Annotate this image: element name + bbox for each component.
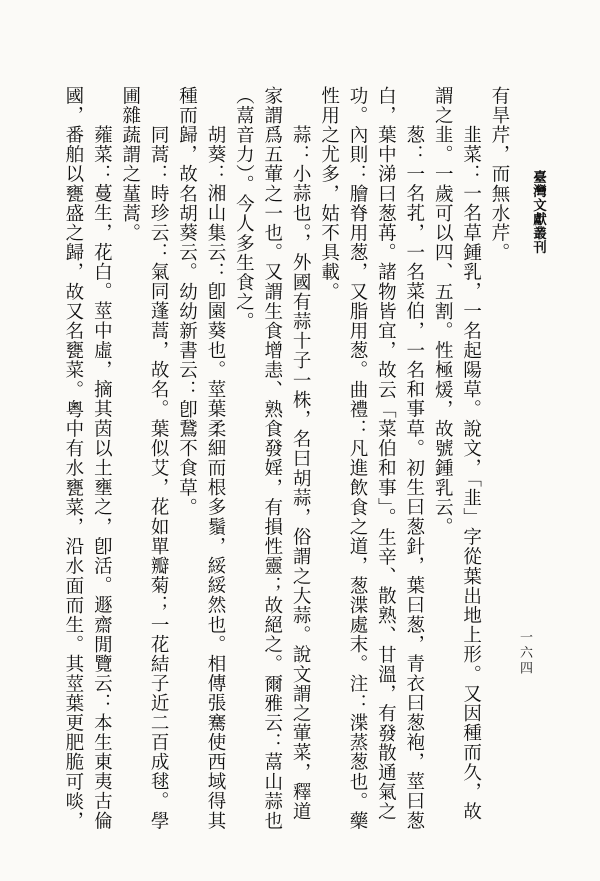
text-column: 蒜：小蒜也。，外國有蒜十子一株，名曰胡蒜，俗謂之大蒜。說文謂之葷菜，釋道: [290, 125, 311, 822]
text-column: 韭菜：一名草鍾乳，一名起陽草。說文，「韭」字從葉出地上形。又因種而久，故: [460, 125, 481, 822]
text-column: 種而歸，故名胡葵云。幼幼新書云：卽鵞不食草。: [176, 86, 197, 518]
text-column: 胡葵：湘山集云：卽園葵也。莖葉柔細而根多鬚，綏綏然也。相傳張騫使西域得其: [204, 125, 225, 831]
text-column: 功。內則：膾脊用葱，又脂用葱。曲禮：凡進飲食之道，葱渫處末。注：渫蒸葱也。藥: [346, 86, 367, 831]
text-column: 性用之尤多，姑不具載。: [318, 86, 339, 302]
text-column: 圃雜蔬謂之蓳蒿。: [119, 86, 140, 243]
series-title: 臺灣文獻叢刊: [531, 170, 546, 254]
text-column: 蕹菜：蔓生，花白。莖中虛，摘其茵以土壅之，卽活。遯齋閒覽云：本生東夷古倫: [91, 125, 112, 831]
text-column: （蒚音力）。今人多生食之。: [233, 86, 254, 332]
text-column: 謂之韭。一歲可以四、五割。性極煖，故號鍾乳云。: [432, 86, 453, 537]
page-number: 一六四: [518, 630, 533, 677]
text-column: 國，番舶以甕盛之歸，故又名甕菜。粵中有水甕菜，沿水面而生。其莖葉更肥脆可啖，: [62, 86, 83, 831]
text-column: 同蒿：時珍云：氣同蓬蒿，故名。葉似艾，花如單瓣菊；一花結子近二百成毬。學: [148, 125, 169, 831]
text-body: [59, 86, 514, 842]
text-column: 白，葉中涕曰葱苒。諸物皆宜，故云「菜伯和事」。生辛、散熟、甘溫，有發散通氣之: [375, 86, 396, 822]
text-column: 葱：一名芤，一名菜伯，一名和事草。初生曰葱針，葉曰葱，青衣曰葱袍，莖曰葱: [403, 125, 424, 831]
text-column: 有旱芹，而無水芹。: [489, 86, 509, 263]
text-column: 家謂爲五葷之一也。又謂生食增恚、熟食發婬，有損性靈；故絕之。爾雅云：蒚山蒜也: [261, 86, 282, 831]
